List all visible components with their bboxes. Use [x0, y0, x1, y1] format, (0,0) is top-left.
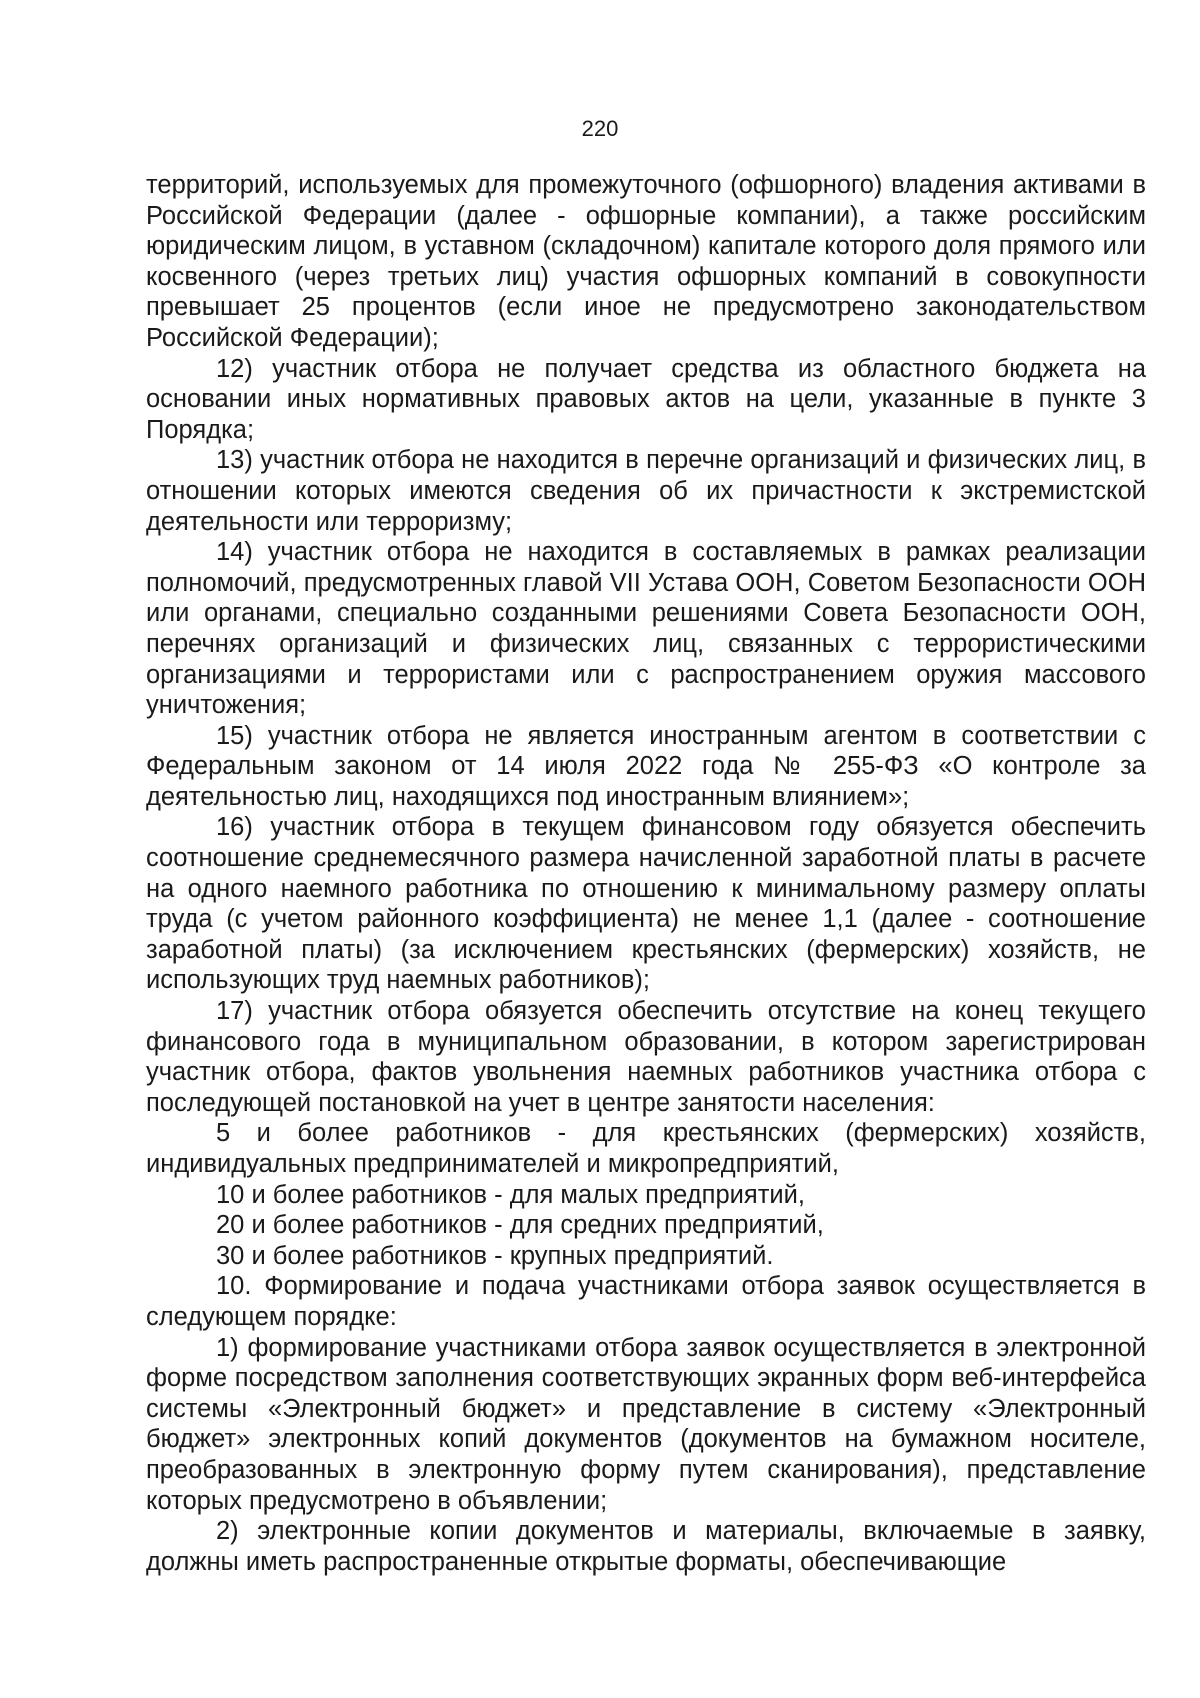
paragraph-item-12: 12) участник отбора не получает средства из областного бюджета на основании иных нормативных правовых актов на цели, указанные в пункте 3 Порядка; [146, 354, 1146, 444]
paragraph-threshold-20: 20 и более работников - для средних предприятий, [216, 1211, 824, 1240]
paragraph-section-10: 10. Формирование и подача участниками отбора заявок осуществляется в следующем порядке: [146, 1272, 1146, 1331]
paragraph-item-14: 14) участник отбора не находится в составляемых в рамках реализации полномочий, предусмотренных главой VII Устава ООН, Советом Безопасности ООН или органами, специально созданными решениями Совета Безопасности ООН, перечнях организаций и физических лиц, связанных с террористическими организациями и террористами или с распространением оружия массового уничтожения; [146, 538, 1146, 720]
paragraph-threshold-10: 10 и более работников - для малых предприятий, [216, 1180, 805, 1209]
paragraph-threshold-30: 30 и более работников - крупных предприятий. [216, 1241, 774, 1270]
paragraph-threshold-5: 5 и более работников - для крестьянских (фермерских) хозяйств, индивидуальных предпринимателей и микропредприятий, [146, 1119, 1146, 1178]
page-number: 220 [581, 116, 619, 141]
paragraph-item-15: 15) участник отбора не является иностранным агентом в соответствии с Федеральным законом от 14 июля 2022 года № 255-ФЗ «О контроле за деятельностью лиц, находящихся под иностранным влиянием»; [146, 721, 1146, 811]
paragraph-section-10-item-2: 2) электронные копии документов и материалы, включаемые в заявку, должны иметь распространенные открытые форматы, обеспечивающие [146, 1517, 1146, 1576]
paragraph-item-16: 16) участник отбора в текущем финансовом году обязуется обеспечить соотношение среднемесячного размера начисленной заработной платы в расчете на одного наемного работника по отношению к минимальному размеру оплаты труда (с учетом районного коэффициента) не менее 1,1 (далее - соотношение заработной платы) (за исключением крестьянских (фермерских) хозяйств, не использующих труд наемных работников); [146, 813, 1146, 995]
paragraph-section-10-item-1: 1) формирование участниками отбора заявок осуществляется в электронной форме посредством заполнения соответствующих экранных форм веб-интерфейса системы «Электронный бюджет» и представление в систему «Электронный бюджет» электронных копий документов (документов на бумажном носителе, преобразованных в электронную форму путем сканирования), представление которых предусмотрено в объявлении; [146, 1333, 1146, 1515]
paragraph-item-13: 13) участник отбора не находится в перечне организаций и физических лиц, в отношении которых имеются сведения об их причастности к экстремистской деятельности или терроризму; [146, 446, 1146, 536]
paragraph-item-17: 17) участник отбора обязуется обеспечить отсутствие на конец текущего финансового года в муниципальном образовании, в котором зарегистрирован участник отбора, фактов увольнения наемных работников участника отбора с последующей постановкой на учет в центре занятости населения: [146, 997, 1146, 1117]
document-body [146, 170, 1146, 1577]
paragraph-offshore-continuation: территорий, используемых для промежуточного (офшорного) владения активами в Российской Федерации (далее - офшорные компании), а также российским юридическим лицом, в уставном (складочном) капитале которого доля прямого или косвенного (через третьих лиц) участия офшорных компаний в совокупности превышает 25 процентов (если иное не предусмотрено законодательством Российской Федерации); [146, 171, 1146, 352]
